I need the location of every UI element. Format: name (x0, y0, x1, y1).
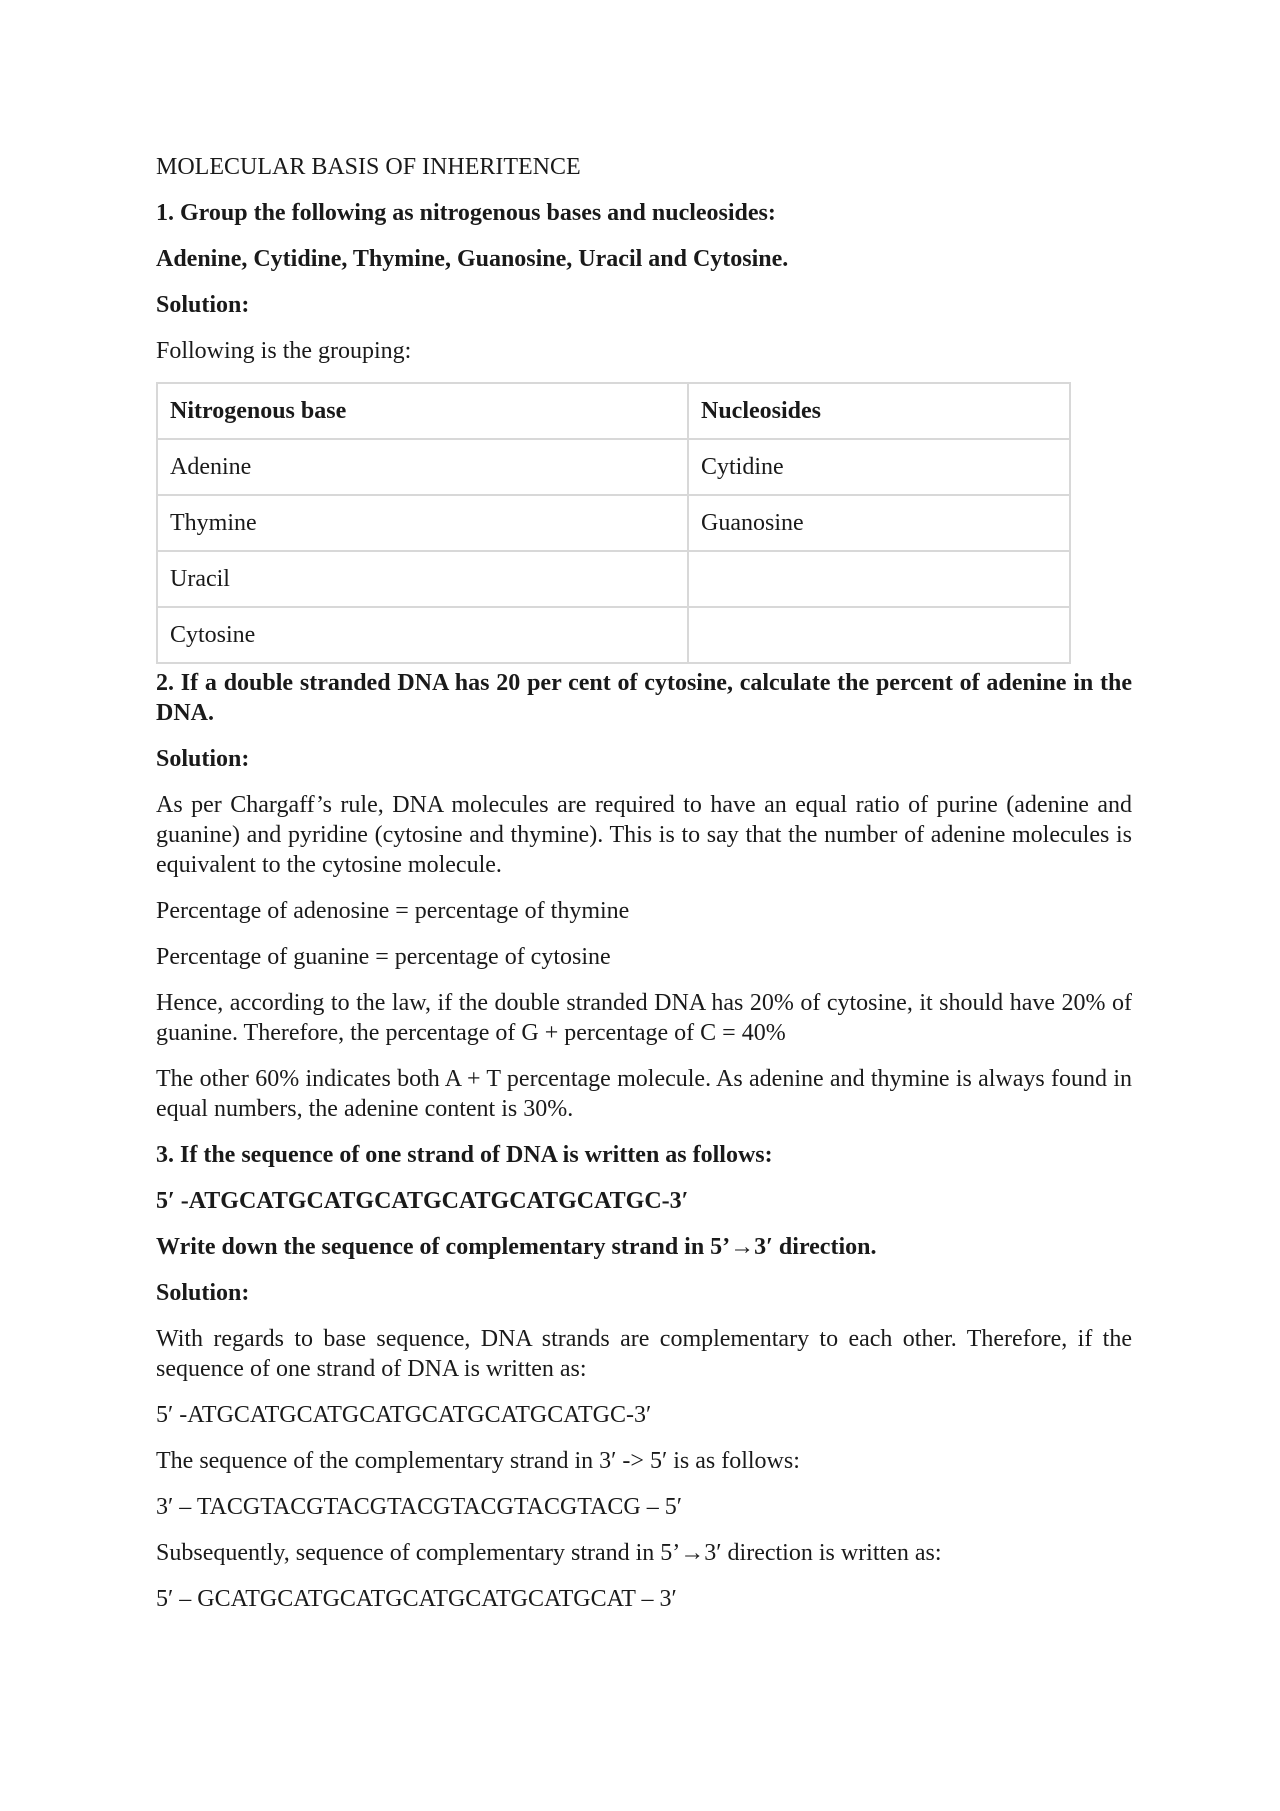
question-2: 2. If a double stranded DNA has 20 per cent of cytosine, calculate the percent of adenine in the DNA. (156, 670, 1132, 726)
solution-label-1: Solution: (156, 292, 250, 318)
table-cell: Guanosine (688, 495, 1070, 551)
question-1: 1. Group the following as nitrogenous bases and nucleosides: (156, 200, 776, 226)
grouping-intro: Following is the grouping: (156, 338, 412, 364)
solution-label-3: Solution: (156, 1280, 250, 1306)
table-cell: Cytidine (688, 439, 1070, 495)
complementary-3to5-sequence: 3′ – TACGTACGTACGTACGTACGTACGTACG – 5′ (156, 1494, 682, 1520)
table-cell (688, 551, 1070, 607)
question-3-sequence: 5′ -ATGCATGCATGCATGCATGCATGCATGC-3′ (156, 1188, 689, 1214)
table-row (157, 439, 1070, 495)
document-title: MOLECULAR BASIS OF INHERITENCE (156, 154, 581, 180)
question-3-instruction: Write down the sequence of complementary strand in 5’→3′ direction. (156, 1234, 877, 1260)
complementary-5to3-intro: Subsequently, sequence of complementary strand in 5’→3′ direction is written as: (156, 1540, 942, 1566)
guanine-cytosine-line: Percentage of guanine = percentage of cytosine (156, 944, 611, 970)
table-cell: Adenine (157, 439, 688, 495)
question-1-subtext: Adenine, Cytidine, Thymine, Guanosine, Uracil and Cytosine. (156, 246, 789, 272)
table-cell: Thymine (157, 495, 688, 551)
adenine-result-paragraph: The other 60% indicates both A + T percentage molecule. As adenine and thymine is always found in equal numbers, the adenine content is 30%. (156, 1066, 1132, 1122)
chargaff-paragraph: As per Chargaff’s rule, DNA molecules are required to have an equal ratio of purine (adenine and guanine) and pyridine (cytosine and thymine). This is to say that the number of adenine molecules is equivalent to the cytosine molecule. (156, 792, 1132, 878)
table-row (157, 551, 1070, 607)
complementary-5to3-sequence: 5′ – GCATGCATGCATGCATGCATGCATGCAT – 3′ (156, 1586, 677, 1612)
complementary-intro-line: The sequence of the complementary strand in 3′ -> 5′ is as follows: (156, 1448, 800, 1474)
table-cell: Uracil (157, 551, 688, 607)
original-sequence-line: 5′ -ATGCATGCATGCATGCATGCATGCATGC-3′ (156, 1402, 652, 1428)
table-row (157, 607, 1070, 663)
guanine-calculation-paragraph: Hence, according to the law, if the double stranded DNA has 20% of cytosine, it should have 20% of guanine. Therefore, the percentage of G + percentage of C = 40% (156, 990, 1132, 1046)
complementary-paragraph: With regards to base sequence, DNA strands are complementary to each other. Therefore, if the sequence of one strand of DNA is written as: (156, 1326, 1132, 1382)
grouping-table (156, 382, 1071, 664)
table-cell (688, 607, 1070, 663)
adenosine-thymine-line: Percentage of adenosine = percentage of thymine (156, 898, 630, 924)
table-cell: Cytosine (157, 607, 688, 663)
solution-label-2: Solution: (156, 746, 250, 772)
table-header-cell: Nucleosides (688, 383, 1070, 439)
table-header-row (157, 383, 1070, 439)
table-header-cell: Nitrogenous base (157, 383, 688, 439)
document-page (156, 152, 1132, 1630)
table-row (157, 495, 1070, 551)
question-3: 3. If the sequence of one strand of DNA is written as follows: (156, 1142, 773, 1168)
